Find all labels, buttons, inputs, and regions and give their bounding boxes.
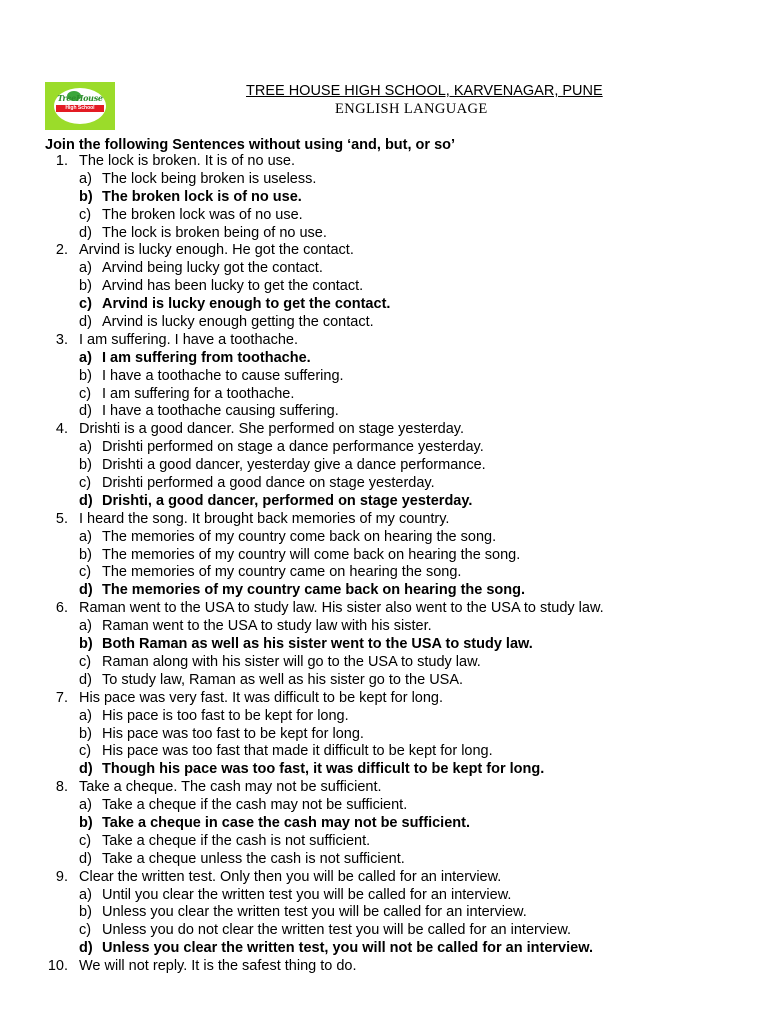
option-text: Raman along with his sister will go to the USA to study law. <box>102 653 481 670</box>
option-text: Arvind is lucky enough to get the contact. <box>102 296 391 313</box>
option-label: a) <box>79 439 92 456</box>
option-label: a) <box>79 707 92 724</box>
option-text: Both Raman as well as his sister went to the USA to study law. <box>102 636 533 653</box>
option-label: d) <box>79 492 93 509</box>
option-label: a) <box>79 349 92 366</box>
question-number: 2. <box>55 242 68 259</box>
option-item <box>0 278 768 296</box>
question-number: 9. <box>55 868 68 885</box>
option-label: b) <box>79 457 92 474</box>
option-text: I am suffering for a toothache. <box>102 385 295 402</box>
option-text: Unless you do not clear the written test you will be called for an interview. <box>102 922 572 939</box>
question-number: 5. <box>55 510 68 527</box>
question-text: His pace was very fast. It was difficult to be kept for long. <box>79 689 444 706</box>
option-item-answer <box>0 815 768 833</box>
school-logo <box>45 82 115 130</box>
option-label: d) <box>79 761 93 778</box>
question-text: Drishti is a good dancer. She performed on stage yesterday. <box>79 421 465 438</box>
option-text: The memories of my country came on hearing the song. <box>102 564 462 581</box>
school-title: TREE HOUSE HIGH SCHOOL, KARVENAGAR, PUNE <box>246 83 603 99</box>
option-label: c) <box>79 653 92 670</box>
question-number: 7. <box>55 689 68 706</box>
option-text: The broken lock was of no use. <box>102 206 303 223</box>
option-label: b) <box>79 904 92 921</box>
question-item <box>0 511 768 529</box>
option-label: c) <box>79 832 92 849</box>
question-item <box>0 958 768 976</box>
option-label: d) <box>79 940 93 957</box>
option-text: Drishti a good dancer, yesterday give a dance performance. <box>102 457 486 474</box>
option-label: b) <box>79 546 92 563</box>
option-text: The memories of my country will come back on hearing the song. <box>102 546 521 563</box>
option-label: b) <box>79 278 92 295</box>
option-label: b) <box>79 188 93 205</box>
option-label: d) <box>79 671 92 688</box>
option-text: The lock being broken is useless. <box>102 170 317 187</box>
option-item <box>0 225 768 243</box>
option-text: I have a toothache to cause suffering. <box>102 367 344 384</box>
option-item <box>0 726 768 744</box>
option-label: a) <box>79 886 92 903</box>
option-text: His pace was too fast that made it difficult to be kept for long. <box>102 743 493 760</box>
option-item <box>0 457 768 475</box>
option-label: b) <box>79 814 93 831</box>
option-text: Drishti performed a good dance on stage yesterday. <box>102 475 435 492</box>
option-item <box>0 833 768 851</box>
option-label: a) <box>79 797 92 814</box>
option-item-answer <box>0 493 768 511</box>
option-text: The memories of my country came back on hearing the song. <box>102 582 526 599</box>
question-item <box>0 779 768 797</box>
option-label: c) <box>79 743 92 760</box>
option-text: Arvind is lucky enough getting the contact. <box>102 314 374 331</box>
question-text: Arvind is lucky enough. He got the contact. <box>79 242 354 259</box>
option-label: c) <box>79 296 92 313</box>
option-item <box>0 207 768 225</box>
option-item <box>0 260 768 278</box>
option-text: The memories of my country come back on hearing the song. <box>102 528 497 545</box>
question-number: 1. <box>55 153 68 169</box>
logo-subtext: High School <box>56 105 104 112</box>
question-item <box>0 690 768 708</box>
option-text: Take a cheque if the cash may not be sufficient. <box>102 797 408 814</box>
option-item <box>0 564 768 582</box>
option-item <box>0 386 768 404</box>
question-text: Raman went to the USA to study law. His sister also went to the USA to study law. <box>79 600 604 617</box>
option-item <box>0 529 768 547</box>
option-text: Arvind being lucky got the contact. <box>102 260 323 277</box>
option-label: a) <box>79 618 92 635</box>
option-text: Take a cheque unless the cash is not sufficient. <box>102 850 405 867</box>
question-number: 3. <box>55 331 68 348</box>
option-label: a) <box>79 528 92 545</box>
question-text: I heard the song. It brought back memories of my country. <box>79 510 450 527</box>
option-item-answer <box>0 189 768 207</box>
option-label: c) <box>79 475 92 492</box>
option-text: His pace is too fast to be kept for long. <box>102 707 349 724</box>
subject-title: ENGLISH LANGUAGE <box>335 101 488 117</box>
option-text: Drishti, a good dancer, performed on stage yesterday. <box>102 492 473 509</box>
option-label: d) <box>79 224 92 241</box>
option-text: Take a cheque if the cash is not sufficient. <box>102 832 371 849</box>
option-item <box>0 171 768 189</box>
question-number: 10. <box>47 958 68 975</box>
option-item <box>0 743 768 761</box>
question-number: 6. <box>55 600 68 617</box>
option-label: d) <box>79 403 92 420</box>
option-item <box>0 475 768 493</box>
question-text: Clear the written test. Only then you will be called for an interview. <box>79 868 502 885</box>
option-text: His pace was too fast to be kept for long. <box>102 725 364 742</box>
option-text: Until you clear the written test you will be called for an interview. <box>102 886 512 903</box>
option-item <box>0 922 768 940</box>
option-item <box>0 618 768 636</box>
option-label: c) <box>79 564 92 581</box>
option-item-answer <box>0 761 768 779</box>
option-item <box>0 904 768 922</box>
option-item <box>0 547 768 565</box>
option-item <box>0 403 768 421</box>
option-item <box>0 797 768 815</box>
option-item-answer <box>0 296 768 314</box>
option-text: Unless you clear the written test, you will not be called for an interview. <box>102 940 593 957</box>
option-text: Drishti performed on stage a dance performance yesterday. <box>102 439 484 456</box>
question-text: I am suffering. I have a toothache. <box>79 331 298 348</box>
option-item <box>0 314 768 332</box>
question-item <box>0 242 768 260</box>
option-text: I have a toothache causing suffering. <box>102 403 339 420</box>
question-number: 8. <box>55 779 68 796</box>
option-item <box>0 439 768 457</box>
option-text: To study law, Raman as well as his sister go to the USA. <box>102 671 464 688</box>
option-label: a) <box>79 260 92 277</box>
option-text: Unless you clear the written test you will be called for an interview. <box>102 904 527 921</box>
option-label: a) <box>79 170 92 187</box>
question-item <box>0 600 768 618</box>
option-label: b) <box>79 725 92 742</box>
question-item <box>0 153 768 171</box>
question-text: Take a cheque. The cash may not be sufficient. <box>79 779 382 796</box>
question-item <box>0 869 768 887</box>
option-item <box>0 887 768 905</box>
option-item-answer <box>0 582 768 600</box>
question-list <box>0 153 768 976</box>
option-label: c) <box>79 922 92 939</box>
option-item <box>0 708 768 726</box>
question-item <box>0 332 768 350</box>
option-label: b) <box>79 636 93 653</box>
option-text: The lock is broken being of no use. <box>102 224 327 241</box>
option-item <box>0 851 768 869</box>
option-label: d) <box>79 582 93 599</box>
option-label: b) <box>79 367 92 384</box>
option-text: Arvind has been lucky to get the contact. <box>102 278 364 295</box>
option-label: d) <box>79 314 92 331</box>
option-text: I am suffering from toothache. <box>102 349 311 366</box>
option-label: c) <box>79 385 92 402</box>
option-item-answer <box>0 350 768 368</box>
option-text: The broken lock is of no use. <box>102 188 302 205</box>
option-item-answer <box>0 636 768 654</box>
option-item <box>0 368 768 386</box>
logo-text: TreeHouse <box>57 93 103 103</box>
instruction-heading: Join the following Sentences without using ‘and, but, or so’ <box>45 137 456 153</box>
question-text: The lock is broken. It is of no use. <box>79 153 295 169</box>
option-text: Raman went to the USA to study law with his sister. <box>102 618 432 635</box>
question-number: 4. <box>55 421 68 438</box>
question-item <box>0 421 768 439</box>
option-item <box>0 672 768 690</box>
option-item-answer <box>0 940 768 958</box>
option-label: c) <box>79 206 92 223</box>
option-label: d) <box>79 850 92 867</box>
question-text: We will not reply. It is the safest thing to do. <box>79 958 357 975</box>
option-item <box>0 654 768 672</box>
option-text: Take a cheque in case the cash may not be sufficient. <box>102 814 470 831</box>
option-text: Though his pace was too fast, it was difficult to be kept for long. <box>102 761 545 778</box>
